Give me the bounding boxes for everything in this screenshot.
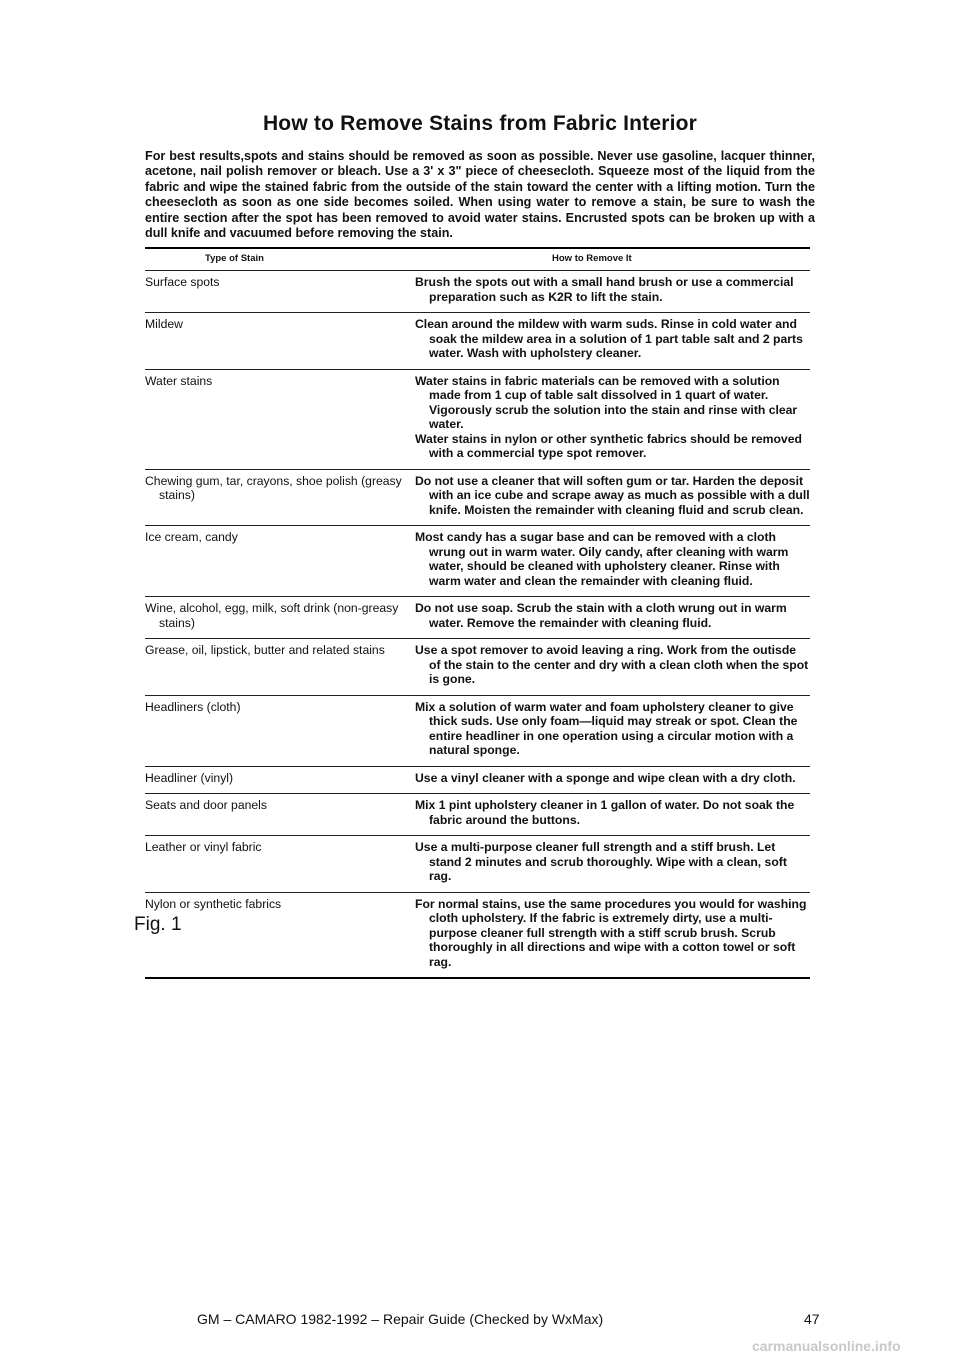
removal-method-text: Most candy has a sugar base and can be removed with a cloth wrung out in warm water. Oily candy, after cleaning with warm water, should be cleaned with upholstery cleaner. Rinse with warm water and clean the remainder with cleaning fluid. xyxy=(415,530,789,588)
removal-method-text: Do not use soap. Scrub the stain with a cloth wrung out in warm water. Remove the remainder with cleaning fluid. xyxy=(415,601,787,630)
removal-method-text: For normal stains, use the same procedures you would for washing cloth upholstery. If the fabric is extremely dirty, use a multi-purpose cleaner full strength with a stiff scrub brush. Scrub thoroughly in all directions and wipe with a cotton towel or soft rag. xyxy=(415,896,807,969)
figure-label: Fig. 1 xyxy=(134,914,182,935)
removal-method-cell xyxy=(415,601,810,630)
table-row xyxy=(145,469,810,526)
stain-table xyxy=(145,247,810,979)
stain-type-text: Leather or vinyl fabric xyxy=(145,840,262,854)
removal-method-cell xyxy=(415,530,810,588)
removal-method-cell xyxy=(415,771,810,786)
stain-type-text: Mildew xyxy=(145,317,183,331)
stain-type-text: Headliner (vinyl) xyxy=(145,770,234,785)
stain-type-text: Chewing gum, tar, crayons, shoe polish (greasy stains) xyxy=(145,473,402,502)
stain-type-text: Ice cream, candy xyxy=(145,530,238,544)
stain-type-cell xyxy=(145,275,415,304)
removal-method-text: Clean around the mildew with warm suds. Rinse in cold water and soak the mildew area in a solution of 1 part table salt and 2 parts water. Wash with upholstery cleaner. xyxy=(415,317,803,360)
removal-method-text: Do not use a cleaner that will soften gum or tar. Harden the deposit with an ice cube and scrape away as much as possible with a dull knife. Moisten the remainder with cleaning fluid and scrub clean. xyxy=(415,473,810,517)
header-type-of-stain: Type of Stain xyxy=(205,253,264,264)
table-row xyxy=(145,596,810,638)
stain-type-text: Grease, oil, lipstick, butter and related stains xyxy=(145,643,385,657)
table-row xyxy=(145,369,810,469)
table-header xyxy=(145,249,810,270)
stain-type-text: Surface spots xyxy=(145,275,220,289)
removal-method-cell xyxy=(415,643,810,687)
table-row xyxy=(145,835,810,892)
removal-method-text: Water stains in fabric materials can be removed with a solution made from 1 cup of table salt dissolved in 1 quart of water. Vigorously scrub the solution into the stain and rinse with clear water. xyxy=(415,373,798,431)
table-row xyxy=(145,793,810,835)
page-number: 47 xyxy=(804,1311,820,1327)
removal-method-cell xyxy=(415,700,810,758)
removal-method-cell xyxy=(415,317,810,361)
stain-type-cell xyxy=(145,840,415,884)
stain-type-cell xyxy=(145,601,415,630)
document-title: How to Remove Stains from Fabric Interior xyxy=(262,112,698,135)
removal-method-text: Use a vinyl cleaner with a sponge and wipe clean with a dry cloth. xyxy=(415,770,796,785)
stain-type-cell xyxy=(145,530,415,588)
stain-type-text: Nylon or synthetic fabrics xyxy=(145,896,282,911)
removal-method-text: Use a spot remover to avoid leaving a ring. Work from the outisde of the stain to the center and dry with a clean cloth when the spot is gone. xyxy=(415,643,809,686)
table-row xyxy=(145,892,810,978)
removal-method-cell xyxy=(415,798,810,827)
table-row xyxy=(145,270,810,312)
footer-text: GM – CAMARO 1982-1992 – Repair Guide (Checked by WxMax) xyxy=(197,1311,604,1327)
stain-type-cell xyxy=(145,700,415,758)
intro-paragraph: For best results,spots and stains should be removed as soon as possible. Never use gasoline, lacquer thinner, acetone, nail polish remover or bleach. Use a 3' x 3" piece of cheesecloth. Squeeze most of the liquid from the fabric and wipe the stained fabric from the outside of the stain toward the center with a lifting motion. Turn the cheesecloth as soon as one side becomes soiled. When using water to remove a stain, be sure to wash the entire section after the spot has been removed to avoid water stains. Encrusted spots can be broken up with a dull knife and vacuumed before removing the stain. xyxy=(145,149,815,241)
table-body xyxy=(145,270,810,977)
stain-type-text: Wine, alcohol, egg, milk, soft drink (non-greasy stains) xyxy=(145,601,399,630)
table-row xyxy=(145,638,810,695)
stain-type-cell xyxy=(145,374,415,461)
removal-method-text: Use a multi-purpose cleaner full strength and a stiff brush. Let stand 2 minutes and scrub thoroughly. Wipe with a clean, soft rag. xyxy=(415,840,787,883)
removal-method-text: Mix 1 pint upholstery cleaner in 1 gallon of water. Do not soak the fabric around the buttons. xyxy=(415,798,795,827)
table-bottom-rule xyxy=(145,977,810,979)
removal-method-cell xyxy=(415,474,810,518)
table-row xyxy=(145,312,810,369)
removal-method-cell xyxy=(415,840,810,884)
stain-type-cell xyxy=(145,643,415,687)
stain-type-cell xyxy=(145,317,415,361)
removal-method-text: Brush the spots out with a small hand brush or use a commercial preparation such as K2R to lift the stain. xyxy=(415,275,794,304)
removal-method-text: Mix a solution of warm water and foam upholstery cleaner to give thick suds. Use only foam—liquid may streak or spot. Clean the entire headliner in one operation using a circular motion with a natural sponge. xyxy=(415,699,798,757)
stain-type-cell xyxy=(145,474,415,518)
removal-method-cell xyxy=(415,275,810,304)
table-row xyxy=(145,766,810,794)
removal-method-cell xyxy=(415,374,810,461)
table-row xyxy=(145,525,810,596)
stain-type-cell xyxy=(145,771,415,786)
watermark: carmanualsonline.info xyxy=(752,1338,901,1354)
stain-type-text: Water stains xyxy=(145,373,213,388)
table-row xyxy=(145,695,810,766)
stain-type-text: Headliners (cloth) xyxy=(145,699,241,714)
stain-type-text: Seats and door panels xyxy=(145,798,267,812)
removal-method-text: Water stains in nylon or other synthetic fabrics should be removed with a commercial type spot remover. xyxy=(415,431,802,460)
stain-type-cell xyxy=(145,798,415,827)
header-how-to-remove: How to Remove It xyxy=(552,253,632,264)
stain-type-cell xyxy=(145,897,415,970)
removal-method-cell xyxy=(415,897,810,970)
